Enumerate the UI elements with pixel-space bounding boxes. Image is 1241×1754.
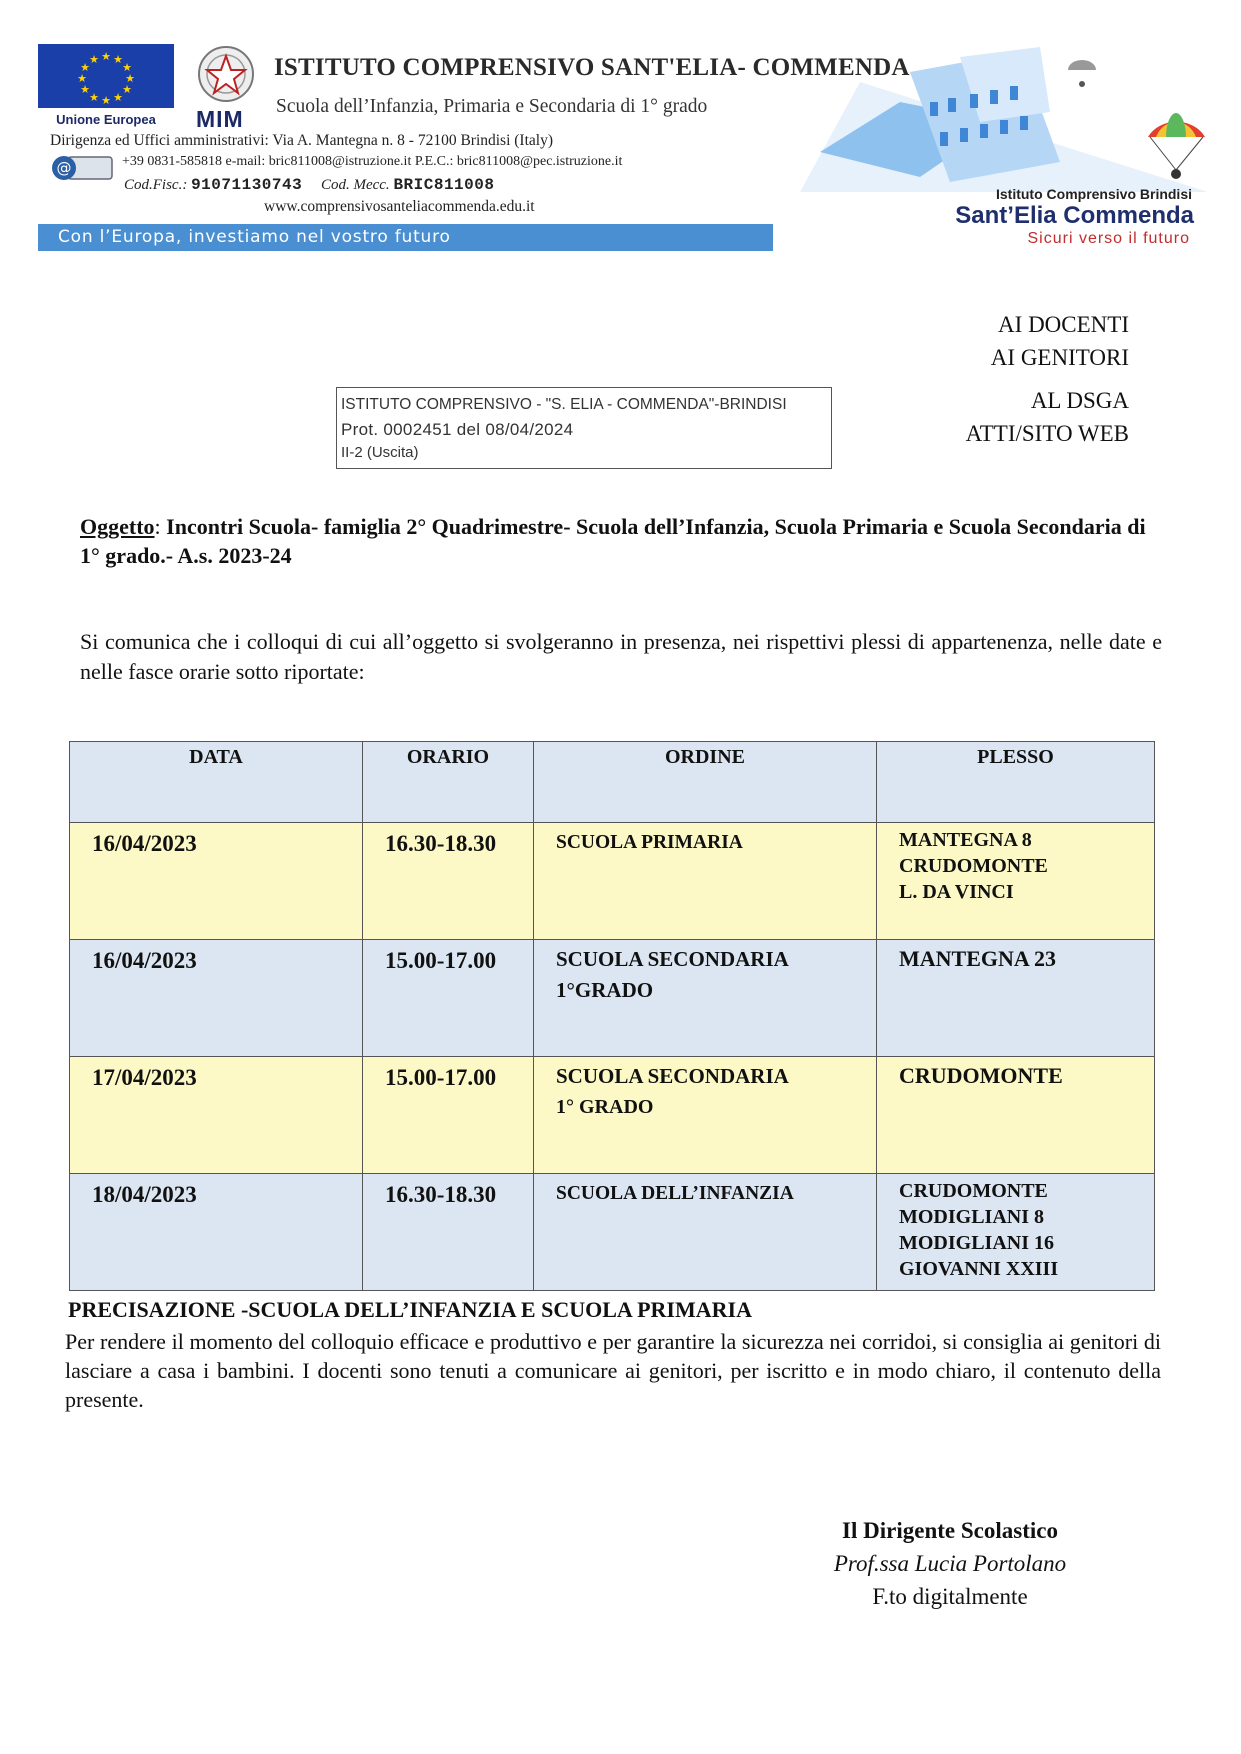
plesso-line: GIOVANNI XXIII — [899, 1258, 1059, 1280]
school-logo — [800, 42, 1208, 254]
cell-orario: 15.00-17.00 — [363, 940, 534, 1057]
header-ordine: ORDINE — [534, 742, 877, 823]
protocol-institute: ISTITUTO COMPRENSIVO - "S. ELIA - COMMENDA"-BRINDISI — [341, 396, 787, 413]
recipient: AI DOCENTI — [998, 312, 1129, 337]
plesso-line: MANTEGNA 23 — [899, 946, 1057, 971]
logo-line-1: Istituto Comprensivo Brindisi — [995, 186, 1192, 202]
fiscal-code: 91071130743 — [191, 176, 303, 194]
svg-text:★: ★ — [122, 83, 132, 96]
header-orario: ORARIO — [363, 742, 534, 823]
table-header-row — [70, 742, 1155, 823]
recipient: AL DSGA — [1030, 388, 1129, 413]
plesso-line: CRUDOMONTE — [899, 855, 1048, 877]
logo-line-2: Sant’Elia Commenda — [955, 202, 1194, 229]
intro-paragraph: Si comunica che i colloqui di cui all’oggetto si svolgeranno in presenza, nei rispettivi plessi di appartenenza, nelle date e nelle fasce orarie sotto riportate: — [80, 629, 1162, 684]
svg-text:★: ★ — [89, 53, 99, 66]
cell-ordine — [534, 1057, 877, 1174]
table-row — [70, 1057, 1155, 1174]
recipient: ATTI/SITO WEB — [965, 421, 1129, 446]
ordine-line: SCUOLA PRIMARIA — [556, 832, 743, 853]
plesso-line: CRUDOMONTE — [899, 1063, 1063, 1088]
svg-text:@: @ — [56, 159, 72, 177]
subject-label: Oggetto — [80, 514, 155, 539]
plesso-line: L. DA VINCI — [899, 881, 1014, 903]
ordine-line: SCUOLA SECONDARIA — [556, 947, 789, 971]
mecc-code-label: Cod. Mecc. — [320, 177, 390, 193]
ordine-line: 1°GRADO — [556, 978, 654, 1002]
cell-plesso — [877, 1174, 1155, 1291]
svg-text:★: ★ — [80, 61, 90, 74]
ministry-label: MIM — [196, 106, 244, 132]
table-row — [70, 940, 1155, 1057]
cell-ordine — [534, 940, 877, 1057]
cell-data: 18/04/2023 — [70, 1174, 363, 1291]
school-contacts: +39 0831-585818 e-mail: bric811008@istruzione.it P.E.C.: bric811008@pec.istruzione.it — [122, 154, 623, 169]
svg-text:★: ★ — [122, 61, 132, 74]
plesso-line: MODIGLIANI 8 — [899, 1206, 1045, 1228]
svg-text:★: ★ — [125, 72, 135, 85]
ordine-line: SCUOLA SECONDARIA — [556, 1064, 789, 1088]
subject-text: Incontri Scuola- famiglia 2° Quadrimestre- Scuola dell’Infanzia, Scuola Primaria e Scuola Secondaria di 1° grado.- A.s. 2023-24 — [80, 514, 1146, 568]
signer-role: Il Dirigente Scolastico — [842, 1518, 1058, 1543]
plesso-line: MANTEGNA 8 — [899, 829, 1032, 851]
italian-emblem-icon — [188, 42, 264, 108]
school-name: ISTITUTO COMPRENSIVO SANT'ELIA- COMMENDA — [274, 54, 910, 81]
cell-data: 16/04/2023 — [70, 823, 363, 940]
fiscal-code-label: Cod.Fisc.: — [124, 177, 188, 193]
protocol-stamp — [336, 387, 832, 469]
signature-block — [800, 1514, 1100, 1613]
school-website: www.comprensivosanteliacommenda.edu.it — [264, 198, 535, 215]
subject: Oggetto: Incontri Scuola- famiglia 2° Quadrimestre- Scuola dell’Infanzia, Scuola Primaria e Scuola Secondaria di 1° grado.- A.s. 2023-24 — [80, 514, 1146, 568]
svg-text:★: ★ — [80, 83, 90, 96]
cell-data: 17/04/2023 — [70, 1057, 363, 1174]
school-address: Dirigenza ed Uffici amministrativi: Via A. Mantegna n. 8 - 72100 Brindisi (Italy) — [50, 132, 554, 149]
recipients — [966, 308, 1129, 450]
recipient: AI GENITORI — [990, 345, 1129, 370]
school-building-parachute-icon — [800, 42, 1208, 192]
cell-orario: 15.00-17.00 — [363, 1057, 534, 1174]
email-at-icon — [50, 154, 116, 182]
cell-orario: 16.30-18.30 — [363, 823, 534, 940]
signature-note: F.to digitalmente — [872, 1584, 1028, 1609]
cell-ordine — [534, 1174, 877, 1291]
eu-label: Unione Europea — [56, 112, 156, 127]
svg-text:★: ★ — [113, 53, 123, 66]
header-plesso: PLESSO — [877, 742, 1155, 823]
note-paragraph: Per rendere il momento del colloquio efficace e produttivo e per garantire la sicurezza nei corridoi, si consiglia ai genitori di lasciare a casa i bambini. I docenti sono tenuti a comunicare ai genitori, per iscritto e in modo chiaro, il contenuto della presente. — [65, 1329, 1161, 1412]
cell-data: 16/04/2023 — [70, 940, 363, 1057]
svg-text:★: ★ — [101, 50, 111, 63]
signer-name: Prof.ssa Lucia Portolano — [833, 1551, 1067, 1576]
ordine-line: SCUOLA DELL’INFANZIA — [556, 1183, 794, 1204]
svg-text:★: ★ — [89, 91, 99, 104]
plesso-line: CRUDOMONTE — [899, 1180, 1048, 1202]
cell-plesso — [877, 823, 1155, 940]
cell-ordine — [534, 823, 877, 940]
plesso-line: MODIGLIANI 16 — [899, 1232, 1055, 1254]
header-data: DATA — [70, 742, 363, 823]
table-row — [70, 823, 1155, 940]
logo-motto: Sicuri verso il futuro — [1027, 230, 1190, 247]
svg-text:★: ★ — [77, 72, 87, 85]
mecc-code: BRIC811008 — [393, 176, 495, 194]
eu-banner: Con l’Europa, investiamo nel vostro futuro — [38, 224, 773, 251]
ordine-line: 1° GRADO — [556, 1096, 654, 1118]
cell-plesso — [877, 1057, 1155, 1174]
svg-text:★: ★ — [101, 94, 111, 107]
ministry-emblem — [188, 42, 264, 138]
svg-text:★: ★ — [113, 91, 123, 104]
note-title: PRECISAZIONE -SCUOLA DELL’INFANZIA E SCUOLA PRIMARIA — [68, 1297, 752, 1322]
protocol-class: II-2 (Uscita) — [341, 444, 419, 461]
protocol-number: Prot. 0002451 del 08/04/2024 — [341, 420, 574, 439]
letterhead — [38, 42, 1208, 254]
schedule-table — [69, 741, 1155, 1291]
cell-plesso — [877, 940, 1155, 1057]
table-row — [70, 1174, 1155, 1291]
cell-orario: 16.30-18.30 — [363, 1174, 534, 1291]
school-codes — [124, 176, 494, 194]
eu-stars-icon — [38, 44, 174, 108]
school-subtitle: Scuola dell’Infanzia, Primaria e Secondaria di 1° grado — [276, 96, 708, 117]
